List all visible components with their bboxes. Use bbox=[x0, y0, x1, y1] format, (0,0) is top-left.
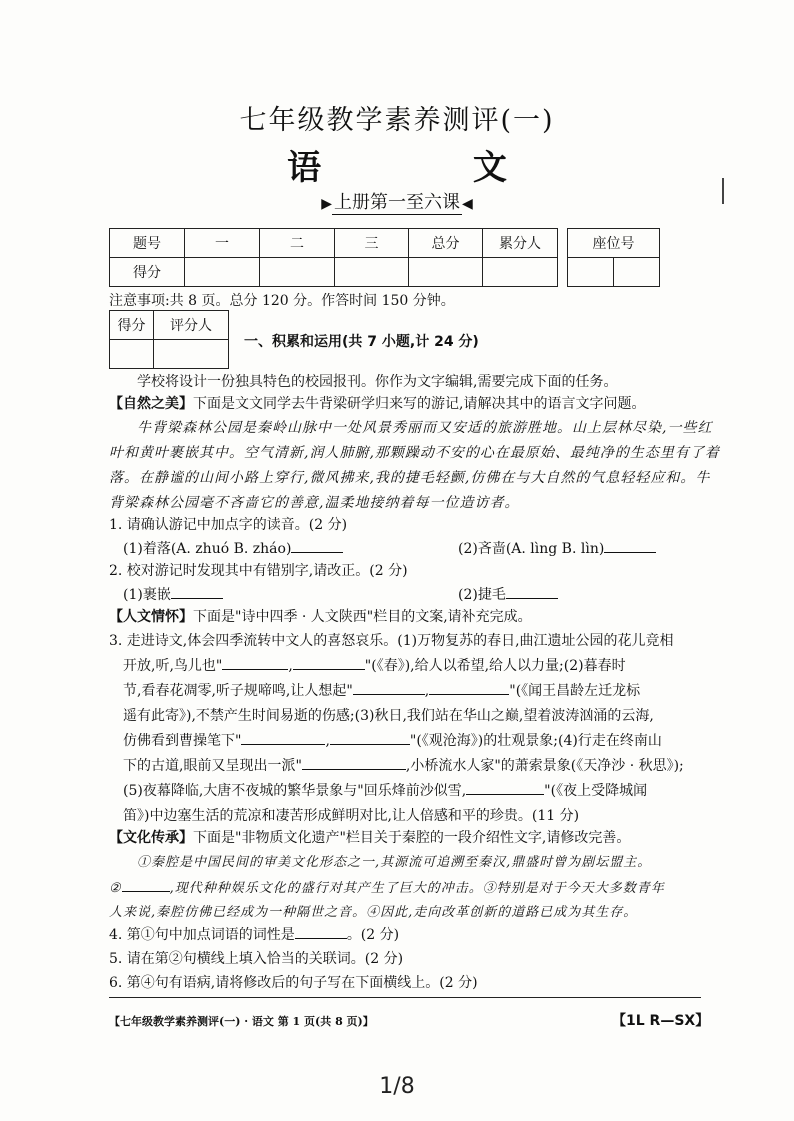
score-table-cell: 得分 bbox=[110, 258, 185, 287]
footer-left: 【七年级教学素养测评(一) · 语文 第 1 页(共 8 页)】 bbox=[109, 1015, 374, 1028]
heritage-passage-line bbox=[109, 877, 699, 900]
question-1-part-1-text: (1)着落(A. zhuó B. zháo) bbox=[123, 541, 292, 557]
nature-instruction: 下面是文文同学去牛背梁研学归来写的游记,请解决其中的语言文字问题。 bbox=[193, 396, 646, 412]
q3-text: , bbox=[325, 733, 330, 749]
travelogue-line: 叶和黄叶裹嵌其中。空气清新,润人肺腑,那颗躁动不安的心在最原始、最纯净的生态里有了着 bbox=[109, 445, 720, 461]
score-input-cell[interactable] bbox=[409, 258, 483, 287]
culture-label: 【人文情怀】 bbox=[109, 609, 193, 625]
question-1-part-2 bbox=[458, 538, 698, 560]
notice-text: 注意事项:共 8 页。总分 120 分。作答时间 150 分钟。 bbox=[109, 293, 455, 309]
q3-text: 节,看春花凋零,听子规啼鸣,让人想起" bbox=[123, 683, 353, 699]
question-2-part-2-text: (2)捷毛 bbox=[458, 587, 506, 603]
heritage-passage-line: ①秦腔是中国民间的审美文化形态之一,其源流可追溯至秦汉,鼎盛时曾为剧坛盟主。 bbox=[137, 855, 652, 870]
seat-number-input-cell[interactable] bbox=[568, 258, 614, 287]
seat-number-table bbox=[567, 228, 660, 287]
question-6: 6. 第④句有语病,请将修改后的句子写在下面横线上。(2 分) bbox=[109, 975, 478, 991]
grader-table bbox=[109, 310, 229, 369]
answer-blank[interactable] bbox=[506, 584, 558, 599]
grader-score-input[interactable] bbox=[110, 340, 154, 369]
question-2-part-2 bbox=[458, 584, 698, 606]
answer-blank[interactable] bbox=[293, 655, 365, 670]
q3-text: 仿佛看到曹操笔下" bbox=[123, 733, 242, 749]
q3-text: 下的古道,眼前又呈现出一派" bbox=[123, 758, 302, 774]
grader-name-input[interactable] bbox=[154, 340, 229, 369]
question-3-line: 笛》)中边塞生活的荒凉和凄苦形成鲜明对比,让人倍感和平的珍贵。(11 分) bbox=[123, 808, 580, 824]
answer-blank[interactable] bbox=[330, 730, 410, 745]
question-1-part-2-text: (2)吝啬(A. lìng B. lìn) bbox=[458, 541, 605, 557]
q3-text: "(《观沧海》)的壮观景象;(4)行走在终南山 bbox=[409, 733, 662, 749]
subject-title: 语 文 bbox=[287, 148, 577, 188]
exam-title: 七年级教学素养测评(一) bbox=[239, 105, 555, 136]
answer-blank[interactable] bbox=[466, 780, 544, 795]
score-table-header-row bbox=[110, 229, 558, 258]
heritage-instruction: 下面是"非物质文化遗产"栏目关于秦腔的一段介绍性文字,请修改完善。 bbox=[193, 830, 631, 846]
question-3-line bbox=[123, 655, 699, 677]
page-indicator: 1/8 bbox=[379, 1074, 415, 1099]
triangle-right-icon: ▶ bbox=[321, 196, 332, 212]
score-table-cell: 题号 bbox=[110, 229, 185, 258]
q3-text: "(《春》),给人以希望,给人以力量;(2)暮春时 bbox=[364, 658, 626, 674]
question-3-line bbox=[123, 780, 699, 802]
question-3-line bbox=[123, 730, 699, 752]
question-3-line: 3. 走进诗文,体会四季流转中文人的喜怒哀乐。(1)万物复苏的春日,曲江遗址公园的花儿竞相 bbox=[109, 633, 674, 649]
score-input-cell[interactable] bbox=[483, 258, 558, 287]
heritage-passage-line: 人来说,秦腔仿佛已经成为一种隔世之音。④因此,走向改革创新的道路已成为其生存。 bbox=[109, 905, 638, 920]
question-4-text: 4. 第①句中加点词语的词性是 bbox=[109, 927, 295, 943]
score-input-cell[interactable] bbox=[260, 258, 335, 287]
answer-blank[interactable] bbox=[171, 584, 223, 599]
culture-instruction: 下面是"诗中四季 · 人文陕西"栏目的文案,请补充完成。 bbox=[193, 609, 532, 625]
question-1-stem: 1. 请确认游记中加点字的读音。(2 分) bbox=[109, 517, 348, 533]
heritage-text: ,现代种种娱乐文化的盛行对其产生了巨大的冲击。③特别是对于今天大多数青年 bbox=[169, 881, 665, 896]
answer-blank[interactable] bbox=[295, 924, 347, 939]
score-table-cell: 二 bbox=[260, 229, 335, 258]
score-input-cell[interactable] bbox=[185, 258, 260, 287]
question-2-part-1-text: (1)裹嵌 bbox=[123, 587, 171, 603]
nature-label: 【自然之美】 bbox=[109, 396, 193, 412]
question-5: 5. 请在第②句横线上填入恰当的关联词。(2 分) bbox=[109, 951, 404, 967]
answer-line[interactable] bbox=[109, 997, 701, 998]
seat-number-input-cell[interactable] bbox=[614, 258, 660, 287]
score-table-cell: 一 bbox=[185, 229, 260, 258]
q3-text: ,小桥流水人家"的萧索景象(《天净沙 · 秋思》); bbox=[405, 758, 684, 774]
answer-blank[interactable] bbox=[241, 730, 325, 745]
question-3-line: 遥有此寄》),不禁产生时间易逝的伤感;(3)秋日,我们站在华山之巅,望着波涛汹涌的云海, bbox=[123, 708, 654, 724]
question-1-part-1 bbox=[123, 538, 363, 560]
scope-banner bbox=[0, 188, 794, 215]
answer-blank[interactable] bbox=[604, 538, 656, 553]
travelogue-line: 牛背梁森林公园是秦岭山脉中一处风景秀丽而又安适的旅游胜地。山上层林尽染,一些红 bbox=[137, 420, 713, 436]
answer-blank[interactable] bbox=[291, 538, 343, 553]
travelogue-line: 背梁森林公园毫不吝啬它的善意,温柔地接纳着每一位造访者。 bbox=[109, 495, 520, 511]
score-table bbox=[109, 228, 558, 287]
question-4 bbox=[109, 924, 699, 946]
grader-score-label: 得分 bbox=[110, 311, 154, 340]
heritage-heading bbox=[109, 827, 699, 849]
question-2-part-1 bbox=[123, 584, 363, 606]
q3-text: , bbox=[288, 658, 293, 674]
heritage-text: ② bbox=[109, 881, 122, 896]
intro-text: 学校将设计一份独具特色的校园报刊。你作为文字编辑,需要完成下面的任务。 bbox=[137, 374, 618, 390]
q3-text: "(《夜上受降城闻 bbox=[544, 783, 648, 799]
nature-heading bbox=[109, 393, 699, 415]
scope-text: 上册第一至六课 bbox=[332, 188, 462, 215]
answer-blank[interactable] bbox=[122, 877, 170, 892]
footer-right: 【1L R—SX】 bbox=[612, 1013, 710, 1029]
answer-blank[interactable] bbox=[353, 680, 425, 695]
score-table-score-row bbox=[110, 258, 558, 287]
q3-text: "(《闻王昌龄左迁龙标 bbox=[509, 683, 641, 699]
grader-name-label: 评分人 bbox=[154, 311, 229, 340]
travelogue-line: 落。在静谧的山间小路上穿行,微风拂来,我的捷毛轻颤,仿佛在与大自然的气息轻轻应和。牛 bbox=[109, 470, 711, 486]
section-1-title: 一、积累和运用(共 7 小题,计 24 分) bbox=[244, 334, 479, 350]
answer-blank[interactable] bbox=[429, 680, 509, 695]
question-3-line bbox=[123, 755, 699, 777]
question-4-text: 。(2 分) bbox=[346, 927, 400, 943]
culture-heading bbox=[109, 606, 699, 628]
seat-number-label: 座位号 bbox=[568, 229, 660, 258]
question-2-stem: 2. 校对游记时发现其中有错别字,请改正。(2 分) bbox=[109, 563, 408, 579]
answer-blank[interactable] bbox=[222, 655, 288, 670]
score-table-cell: 累分人 bbox=[483, 229, 558, 258]
q3-text: 开放,听,鸟儿也" bbox=[123, 658, 223, 674]
triangle-left-icon: ◀ bbox=[462, 196, 473, 212]
q3-text: , bbox=[424, 683, 430, 699]
question-3-line bbox=[123, 680, 699, 702]
score-input-cell[interactable] bbox=[335, 258, 409, 287]
score-table-cell: 三 bbox=[335, 229, 409, 258]
q3-text: (5)夜幕降临,大唐不夜城的繁华景象与"回乐烽前沙似雪, bbox=[123, 783, 467, 799]
score-table-cell: 总分 bbox=[409, 229, 483, 258]
heritage-label: 【文化传承】 bbox=[109, 830, 193, 846]
answer-blank[interactable] bbox=[302, 755, 406, 770]
